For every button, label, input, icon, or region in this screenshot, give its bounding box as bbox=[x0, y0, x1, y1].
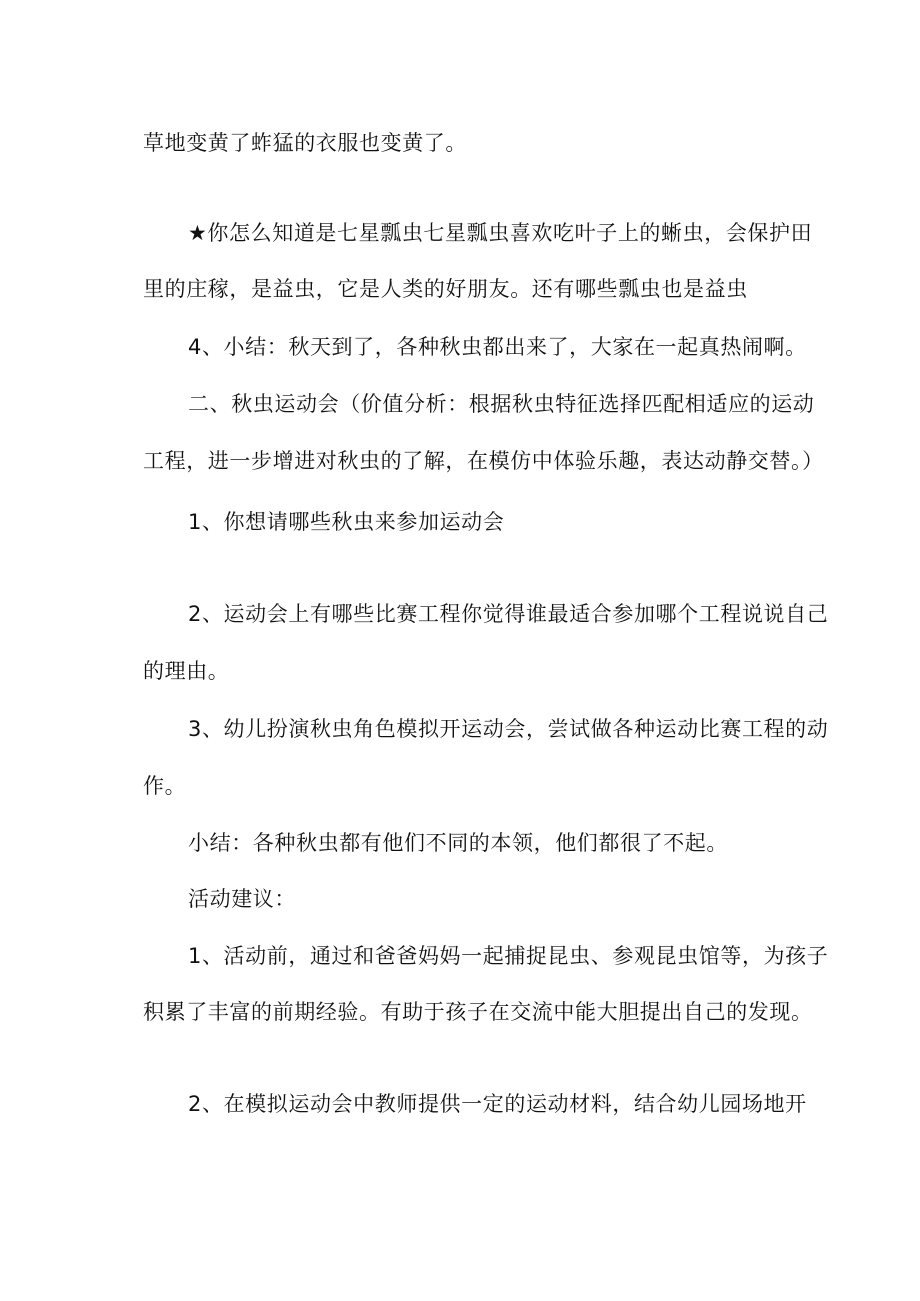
paragraph-line: 工程，进一步增进对秋虫的了解，在模仿中体验乐趣，表达动静交替。） bbox=[143, 449, 824, 473]
paragraph-line: 1、活动前，通过和爸爸妈妈一起捕捉昆虫、参观昆虫馆等，为孩子 bbox=[188, 944, 829, 968]
paragraph-line: 活动建议： bbox=[188, 887, 296, 911]
paragraph-line: 作。 bbox=[143, 774, 187, 798]
paragraph-line: 小结：各种秋虫都有他们不同的本领，他们都很了不起。 bbox=[188, 831, 728, 855]
paragraph-line: ★你怎么知道是七星瓢虫七星瓢虫喜欢吃叶子上的蜥虫，会保护田 bbox=[188, 221, 813, 245]
paragraph-line: 草地变黄了蚱猛的衣服也变黄了。 bbox=[143, 131, 467, 155]
paragraph-line: 4、小结：秋天到了，各种秋虫都出来了，大家在一起真热闹啊。 bbox=[188, 335, 807, 359]
paragraph-line: 里的庄稼，是益虫，它是人类的好朋友。还有哪些瓢虫也是益虫 bbox=[143, 277, 748, 301]
paragraph-line: 2、运动会上有哪些比赛工程你觉得谁最适合参加哪个工程说说自己 bbox=[188, 602, 829, 626]
paragraph-line: 1、你想请哪些秋虫来参加运动会 bbox=[188, 510, 505, 534]
paragraph-line: 积累了丰富的前期经验。有助于孩子在交流中能大胆提出自己的发现。 bbox=[143, 1000, 813, 1024]
paragraph-line: 3、幼儿扮演秋虫角色模拟开运动会，尝试做各种运动比赛工程的动 bbox=[188, 717, 829, 741]
paragraph-line: 的理由。 bbox=[143, 659, 230, 683]
paragraph-line: 二、秋虫运动会（价值分析：根据秋虫特征选择匹配相适应的运动 bbox=[188, 392, 815, 416]
paragraph-line: 2、在模拟运动会中教师提供一定的运动材料，结合幼儿园场地开 bbox=[188, 1092, 807, 1116]
